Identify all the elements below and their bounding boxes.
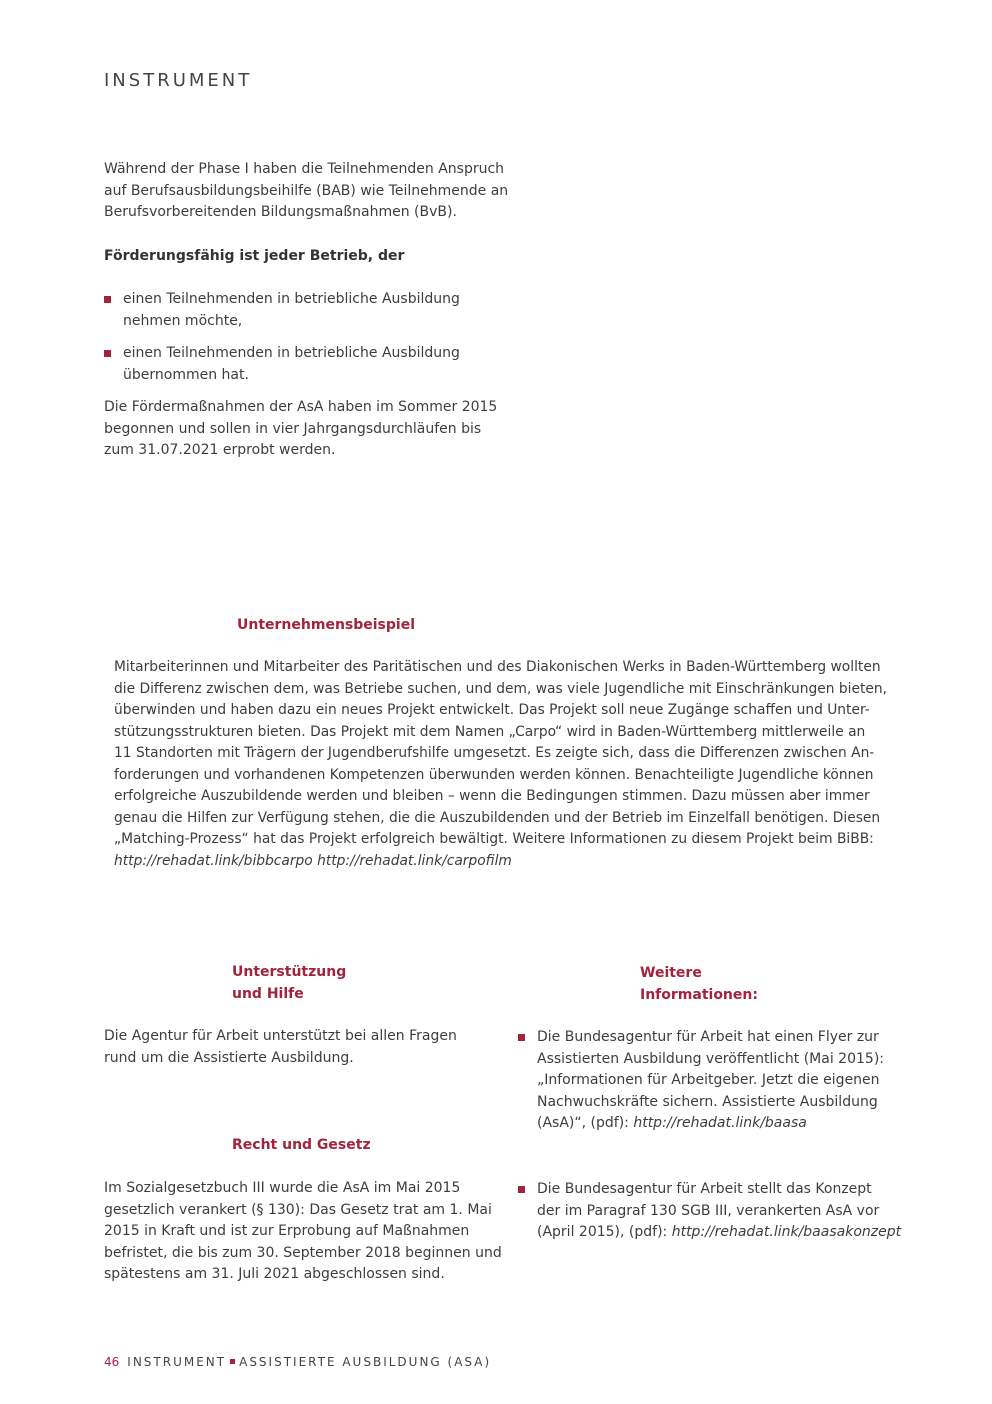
text-line: übernommen hat. [123, 366, 249, 383]
square-bullet-icon [104, 296, 111, 303]
text-line: auf Berufsausbildungsbeihilfe (BAB) wie Teilnehmende an [104, 182, 509, 199]
baasakonzept-link[interactable]: http://rehadat.link/baasakonzept [671, 1224, 902, 1240]
page-number: 46 [104, 1355, 120, 1369]
heading-line: und Hilfe [232, 986, 304, 1002]
heading-line: Unterstützung [232, 964, 347, 980]
square-bullet-icon [518, 1034, 525, 1041]
page-footer [104, 1355, 491, 1369]
footer-section: INSTRUMENT [127, 1355, 227, 1369]
text-line: 2015 in Kraft und ist zur Erprobung auf Maßnahmen [104, 1223, 470, 1239]
example-paragraph [114, 657, 887, 872]
text-line: überwinden und haben dazu ein neues Projekt entwickelt. Das Projekt soll neue Zugänge schaffen und Unter- [114, 702, 870, 718]
square-bullet-icon [104, 350, 111, 357]
list-item [104, 343, 504, 387]
text-line: erfolgreiche Auszubildende werden und bleiben – wenn die Bedingungen stimmen. Dazu müssen aber immer [114, 788, 870, 804]
text-line: „Informationen für Arbeitgeber. Jetzt die eigenen [537, 1072, 880, 1088]
list-item [104, 289, 504, 333]
example-heading: Unternehmensbeispiel [237, 617, 416, 633]
square-separator-icon [230, 1359, 235, 1364]
text-fragment: (AsA)“, (pdf): [537, 1115, 634, 1131]
measures-paragraph [104, 397, 497, 462]
text-line: die Differenz zwischen dem, was Betriebe suchen, und dem, was viele Jugendliche mit Einschränkungen bieten, [114, 680, 887, 697]
text-line: Die Bundesagentur für Arbeit stellt das Konzept [537, 1181, 872, 1197]
text-line: Die Fördermaßnahmen der AsA haben im Sommer 2015 [104, 399, 498, 415]
list-item [518, 1027, 918, 1137]
text-line: spätestens am 31. Juli 2021 abgeschlossen sind. [104, 1266, 445, 1282]
baasa-link[interactable]: http://rehadat.link/baasa [633, 1115, 807, 1131]
law-paragraph [104, 1178, 502, 1286]
text-line: gesetzlich verankert (§ 130): Das Gesetz trat am 1. Mai [104, 1201, 492, 1218]
support-heading [232, 961, 346, 1005]
heading-line: Informationen: [640, 987, 758, 1003]
text-line: einen Teilnehmenden in betriebliche Ausbildung [123, 291, 460, 307]
example-links[interactable]: http://rehadat.link/bibbcarpo http://rehadat.link/carpofilm [114, 852, 512, 869]
text-line: Berufsvorbereitenden Bildungsmaßnahmen (BvB). [104, 204, 457, 220]
eligibility-heading: Förderungsfähig ist jeder Betrieb, der [104, 248, 405, 264]
heading-line: Weitere [640, 965, 702, 981]
text-line: 11 Standorten mit Trägern der Jugendberufshilfe umgesetzt. Es zeigte sich, dass die Differenzen zwischen An- [114, 745, 875, 761]
law-heading: Recht und Gesetz [232, 1137, 371, 1153]
text-line: Assistierten Ausbildung veröffentlicht (Mai 2015): [537, 1050, 884, 1067]
text-line: Nachwuchskräfte sichern. Assistierte Ausbildung [537, 1093, 878, 1110]
text-line: der im Paragraf 130 SGB III, verankerten AsA vor [537, 1202, 880, 1219]
text-line: Während der Phase I haben die Teilnehmenden Anspruch [104, 161, 505, 177]
support-paragraph [104, 1026, 457, 1069]
text-line: genau die Hilfen zur Verfügung stehen, die die Auszubildenden und der Betrieb im Einzelfall benötigen. Diesen [114, 809, 881, 826]
text-line: befristet, die bis zum 30. September 2018 beginnen und [104, 1244, 502, 1261]
more-info-heading [640, 962, 758, 1006]
footer-topic: ASSISTIERTE AUSBILDUNG (ASA) [239, 1355, 492, 1369]
text-line: Die Bundesagentur für Arbeit hat einen Flyer zur [537, 1029, 879, 1045]
text-line: „Matching-Prozess“ hat das Projekt erfolgreich bewältigt. Weitere Informationen zu diesem Projekt beim BiBB: [114, 831, 874, 847]
page-header-title: INSTRUMENT [104, 70, 253, 91]
list-item [518, 1179, 938, 1245]
text-line: einen Teilnehmenden in betriebliche Ausbildung [123, 345, 460, 361]
text-fragment: (April 2015), (pdf): [537, 1224, 672, 1240]
square-bullet-icon [518, 1186, 525, 1193]
text-line: forderungen und vorhandenen Kompetenzen überwunden werden können. Benachteiligte Jugendliche können [114, 766, 874, 783]
text-line: Im Sozialgesetzbuch III wurde die AsA im Mai 2015 [104, 1180, 461, 1196]
text-line: Mitarbeiterinnen und Mitarbeiter des Paritätischen und des Diakonischen Werks in Baden-Württemberg wollten [114, 659, 881, 675]
text-line: rund um die Assistierte Ausbildung. [104, 1049, 354, 1066]
text-line: zum 31.07.2021 erprobt werden. [104, 442, 336, 458]
text-line: Die Agentur für Arbeit unterstützt bei allen Fragen [104, 1028, 457, 1044]
text-line: begonnen und sollen in vier Jahrgangsdurchläufen bis [104, 420, 482, 437]
intro-paragraph [104, 159, 508, 224]
text-line: nehmen möchte, [123, 312, 243, 329]
text-line: stützungsstrukturen bieten. Das Projekt mit dem Namen „Carpo“ wird in Baden-Württemberg mittlerweile an [114, 723, 866, 740]
